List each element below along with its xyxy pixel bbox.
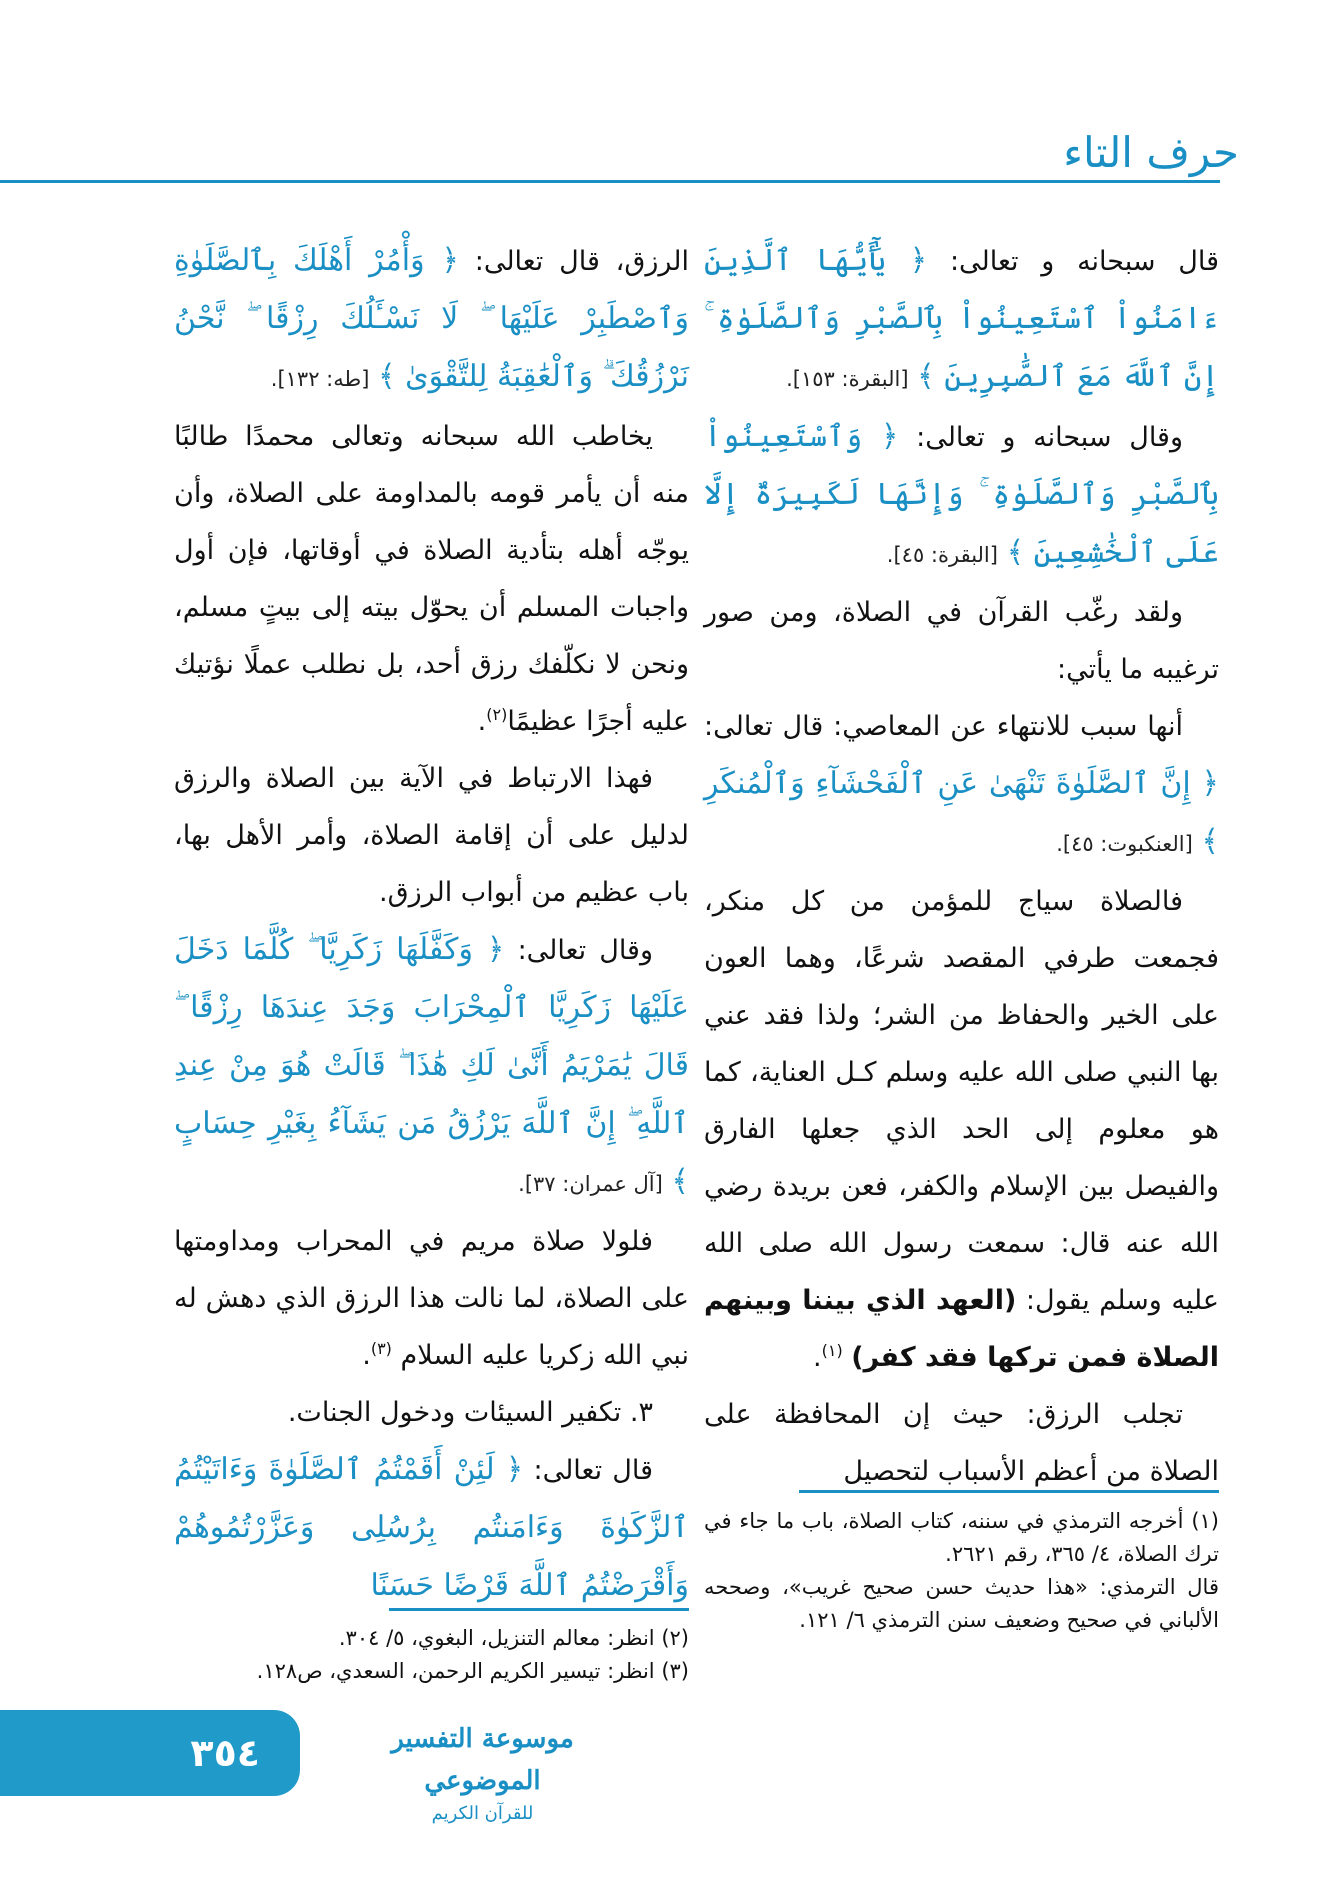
paragraph-text: فلولا صلاة مريم في المحراب ومداومتها على الصلاة، لما نالت هذا الرزق الذي دهش له نبي الله زكريا عليه السلام [174, 1226, 689, 1371]
page-number: ٣٥٤ [0, 1710, 300, 1796]
paragraph: فالصلاة سياج للمؤمن من كل منكر، فجمعت طرفي المقصد شرعًا، وهما العون على الخير والحفاظ من الشر؛ ولذا فقد عني بها النبي صلى الله عليه وسلم كـل العناية، كما هو معلوم إلى الحد الذي جعلها الفارق والفيصل بين الإسلام والكفر، فعن بريدة رضي الله عنه قال: سمعت رسول الله صلى الله عليه وسلم يقول: (العهد الذي بيننا وبينهم الصلاة فمن تركها فقد كفر) $^{(١)}$. [704, 886, 1219, 1373]
footnote: (٢) انظر: معالم التنزيل، البغوي، ٥/ ٣٠٤. [338, 1626, 689, 1650]
footnotes-right [704, 1505, 1219, 1637]
verse-reference: [البقرة: ١٥٣]. [786, 367, 909, 391]
quran-verse: ﴿ وَكَفَّلَهَا زَكَرِيَّا ۖ كُلَّمَا دَخَلَ عَلَيْهَا زَكَرِيَّا ٱلْمِحْرَابَ وَجَدَ عِندَهَا رِزْقًا ۖ قَالَ يَٰمَرْيَمُ أَنَّىٰ لَكِ هَٰذَا ۖ قَالَتْ هُوَ مِنْ عِندِ ٱللَّهِ ۖ إِنَّ ٱللَّهَ يَرْزُقُ مَن يَشَآءُ بِغَيْرِ حِسَابٍ ﴾ [174, 932, 689, 1199]
list-heading: ٣. تكفير السيئات ودخول الجنات. [287, 1397, 653, 1428]
paragraph-intro: وقال سبحانه و تعالى: [916, 422, 1183, 453]
footnote: (٣) انظر: تيسير الكريم الرحمن، السعدي، ص١٢٨. [256, 1659, 689, 1683]
paragraph [704, 408, 1219, 584]
quran-verse: ﴿ إِنَّ ٱلصَّلَوٰةَ تَنْهَىٰ عَنِ ٱلْفَحْشَآءِ وَٱلْمُنكَرِ ﴾ [704, 766, 1219, 859]
paragraph-intro: وقال تعالى: [517, 935, 653, 966]
verse-reference: [آل عمران: ٣٧]. [518, 1172, 663, 1196]
quran-verse: ﴿ وَٱسْتَعِينُواْ بِٱلصَّبْرِ وَٱلصَّلَوٰةِ ۚ وَإِنَّهَا لَكَبِيرَةٌ إِلَّا عَلَى ٱلْخَٰشِعِينَ ﴾ [704, 419, 1219, 570]
verse-reference: [طه: ١٣٢]. [270, 367, 370, 391]
quran-verse: ﴿ لَئِنْ أَقَمْتُمُ ٱلصَّلَوٰةَ وَءَاتَيْتُمُ ٱلزَّكَوٰةَ وَءَامَنتُم بِرُسُلِى وَعَزَّرْتُمُوهُمْ وَأَقْرَضْتُمُ ٱللَّهَ قَرْضًا حَسَنًا [174, 1452, 689, 1603]
left-column [174, 232, 689, 1615]
header-divider [0, 180, 1220, 183]
paragraph [174, 1441, 689, 1615]
verse-reference: [العنكبوت: ٤٥]. [1056, 832, 1193, 856]
logo-title: موسوعة التفسير الموضوعي [391, 1724, 574, 1796]
paragraph: تجلب الرزق: حيث إن المحافظة على الصلاة من أعظم الأسباب لتحصيل [704, 1399, 1219, 1487]
hadith-quote: (العهد الذي بيننا وبينهم الصلاة فمن تركها فقد كفر) [704, 1285, 1219, 1373]
paragraph: ولقد رغّب القرآن في الصلاة، ومن صور ترغيبه ما يأتي: [704, 597, 1219, 685]
paragraph-text: فالصلاة سياج للمؤمن من كل منكر، فجمعت طرفي المقصد شرعًا، وهما العون على الخير والحفاظ من الشر؛ ولذا فقد عني بها النبي صلى الله عليه وسلم كـل العناية، كما هو معلوم إلى الحد الذي جعلها الفارق والفيصل بين الإسلام والكفر، فعن بريدة رضي الله عنه قال: سمعت رسول الله صلى الله عليه وسلم يقول: [704, 886, 1219, 1316]
footnotes-left [174, 1622, 689, 1688]
quran-verse: ﴿ يَٰٓأَيُّهَا ٱلَّذِينَ ءَامَنُواْ ٱسْتَعِينُواْ بِٱلصَّبْرِ وَٱلصَّلَوٰةِ ۚ إِنَّ ٱللَّهَ مَعَ ٱلصَّٰبِرِينَ ﴾ [704, 243, 1219, 394]
paragraph [174, 232, 689, 408]
paragraph-intro: أنها سبب للانتهاء عن المعاصي: قال تعالى: [704, 711, 1183, 742]
footnote-marker[interactable]: (٢) [486, 705, 508, 724]
logo-subtitle: للقرآن الكريم [431, 1803, 534, 1824]
right-column [704, 232, 1219, 1500]
paragraph-intro: الرزق، قال تعالى: [474, 246, 689, 277]
footnote-divider-right [799, 1490, 1219, 1493]
footnote: قال الترمذي: «هذا حديث حسن صحيح غريب»، وصححه الألباني في صحيح وضعيف سنن الترمذي ٦/ ١٢١. [704, 1575, 1219, 1632]
paragraph-intro: قال تعالى: [533, 1455, 653, 1486]
paragraph-intro: قال سبحانه و تعالى: [949, 246, 1219, 277]
paragraph [704, 698, 1219, 873]
footnote-divider-left [389, 1608, 689, 1611]
footnote: (١) أخرجه الترمذي في سننه، كتاب الصلاة، باب ما جاء في ترك الصلاة، ٤/ ٣٦٥، رقم ٢٦٢١. [704, 1509, 1219, 1566]
section-title: حرف التاء [1063, 128, 1239, 177]
footnote-marker[interactable]: (١) [821, 1341, 843, 1360]
quran-verse: ﴿ وَأْمُرْ أَهْلَكَ بِٱلصَّلَوٰةِ وَٱصْطَبِرْ عَلَيْهَا ۖ لَا نَسْـَٔلُكَ رِزْقًا ۖ نَّحْنُ نَرْزُقُكَ ۗ وَٱلْعَٰقِبَةُ لِلتَّقْوَىٰ ﴾ [174, 243, 689, 394]
paragraph [704, 232, 1219, 408]
verse-reference: [البقرة: ٤٥]. [886, 543, 998, 567]
encyclopedia-logo [340, 1718, 625, 1824]
paragraph: فهذا الارتباط في الآية بين الصلاة والرزق لدليل على أن إقامة الصلاة، وأمر الأهل بها، باب عظيم من أبواب الرزق. [174, 763, 689, 908]
paragraph: فلولا صلاة مريم في المحراب ومداومتها على الصلاة، لما نالت هذا الرزق الذي دهش له نبي الله زكريا عليه السلام $^{(٣)}$. [174, 1226, 689, 1371]
footnote-marker[interactable]: (٣) [370, 1339, 392, 1358]
paragraph: يخاطب الله سبحانه وتعالى محمدًا طالبًا منه أن يأمر قومه بالمداومة على الصلاة، وأن يوجّه أهله بتأدية الصلاة في أوقاتها، فإن أول واجبات المسلم أن يحوّل بيته إلى بيتٍ مسلم، ونحن لا نكلّفك رزق أحد، بل نطلب عملًا نؤتيك عليه أجرًا عظيمًا$^{(٢)}$. [174, 421, 689, 737]
paragraph [174, 921, 689, 1213]
paragraph-text: يخاطب الله سبحانه وتعالى محمدًا طالبًا منه أن يأمر قومه بالمداومة على الصلاة، وأن يوجّه أهله بتأدية الصلاة في أوقاتها، فإن أول واجبات المسلم أن يحوّل بيته إلى بيتٍ مسلم، ونحن لا نكلّفك رزق أحد، بل نطلب عملًا نؤتيك عليه أجرًا عظيمًا [174, 421, 689, 737]
